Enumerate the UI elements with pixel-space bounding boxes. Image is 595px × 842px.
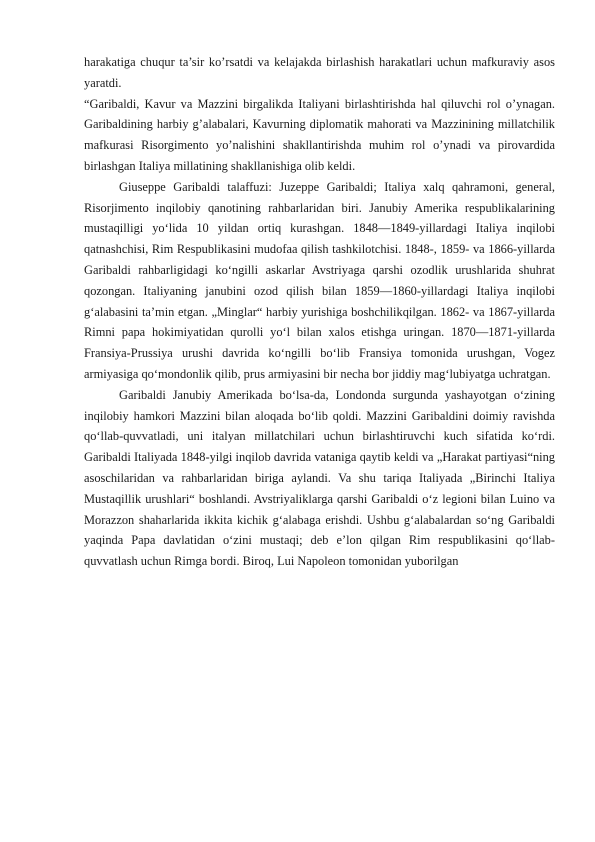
paragraph-giuseppe-garibaldi: Giuseppe Garibaldi talaffuzi: Juzeppe Garibaldi; Italiya xalq qahramoni, general, Risorjimento inqilobiy qanotining rahbarlaridan biri. Janubiy Amerika respublikalarining mustaqilligi yoʻlida 10 yildan ortiq kurashgan. 1848—1849-yillardagi Italiya inqilobi qatnashchisi, Rim Respublikasini mudofaa qilish tashkilotchisi. 1848-, 1859- va 1866-yillarda Garibaldi rahbarligidagi koʻngilli askarlar Avstriyaga qarshi ozodlik urushlarida shuhrat qozongan. Italiyaning janubini ozod qilish bilan 1859—1860-yillardagi Italiya inqilobi gʻalabasini taʼmin etgan. „Minglar“ harbiy yurishiga boshchilikqilgan. 1862- va 1867-yillarda Rimni papa hokimiyatidan qurolli yoʻl bilan xalos etishga uringan. 1870—1871-yillarda Fransiya-Prussiya urushi davrida koʻngilli boʻlib Fransiya tomonida urushgan, Vogez armiyasiga qoʻmondonlik qilib, prus armiyasini bir necha bor jiddiy magʻlubiyatga uchratgan. [84,179,555,381]
document-page [84,52,555,572]
paragraph-garibaldi-kavur-mazzini: “Garibaldi, Kavur va Mazzini birgalikda Italiyani birlashtirishda hal qiluvchi rol o’ynagan. Garibaldining harbiy g’alabalari, Kavurning diplomatik mahorati va Mazzinining millatchilik mafkurasi Risorgimento yo’nalishini shakllantirishda muhim rol o’ynadi va pirovardida birlashgan Italiya millatining shakllanishiga olib keldi. [84,96,555,173]
paragraph-continuation: harakatiga chuqur ta’sir ko’rsatdi va kelajakda birlashish harakatlari uchun mafkuraviy asos yaratdi. [84,55,555,90]
paragraph-south-america-mazzini: Garibaldi Janubiy Amerikada boʻlsa-da, Londonda surgunda yashayotgan oʻzining inqilobiy hamkori Mazzini bilan aloqada boʻlib qoldi. Mazzini Garibaldini doimiy ravishda qoʻllab-quvvatladi, uni italyan millatchilari uchun birlashtiruvchi kuch sifatida koʻrdi. Garibaldi Italiyada 1848-yilgi inqilob davrida vataniga qaytib keldi va „Harakat partiyasi“ning asoschilaridan va rahbarlaridan biriga aylandi. Va shu tariqa Italiyada „Birinchi Italiya Mustaqillik urushlari“ boshlandi. Avstriyaliklarga qarshi Garibaldi oʻz legioni bilan Luino va Morazzon shaharlarida ikkita kichik gʻalabaga erishdi. Ushbu gʻalabalardan soʻng Garibaldi yaqinda Papa davlatidan oʻzini mustaqi; deb eʼlon qilgan Rim respublikasini qoʻllab-quvvatlash uchun Rimga bordi. Biroq, Lui Napoleon tomonidan yuborilgan [84,387,555,569]
